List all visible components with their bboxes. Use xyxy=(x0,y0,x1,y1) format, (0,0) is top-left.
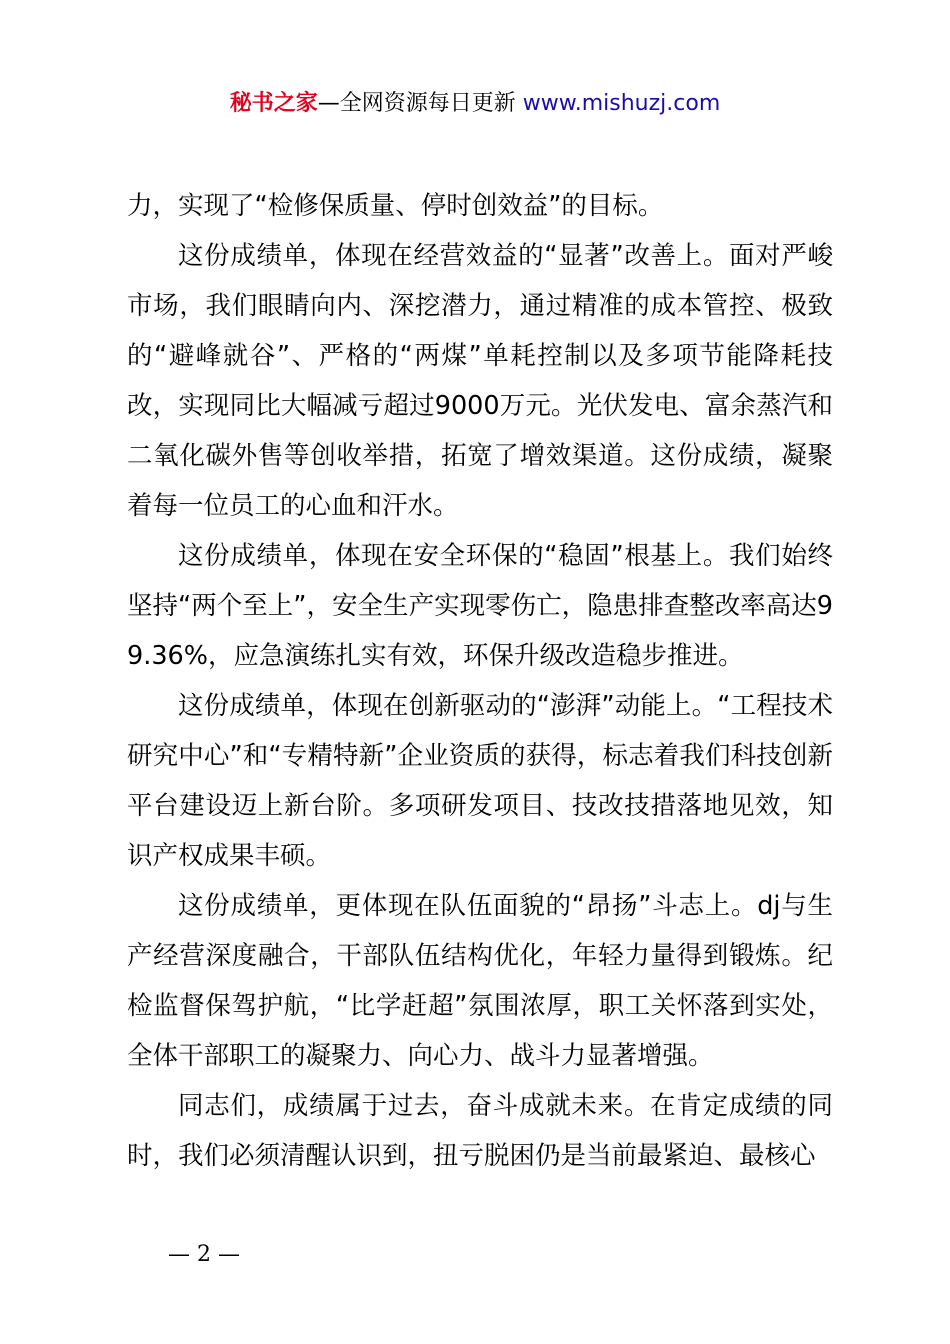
paragraph-economic-benefit: 这份成绩单，体现在经营效益的“显著”改善上。面对严峻市场，我们眼睛向内、深挖潜力，通过精准的成本管控、极致的“避峰就谷”、严格的“两煤”单耗控制以及多项节能降耗技改，实现同比大幅减亏超过9000万元。光伏发电、富余蒸汽和二氧化碳外售等创收举措，拓宽了增效渠道。这份成绩，凝聚着每一位员工的心血和汗水。 xyxy=(127,241,833,521)
paragraph-safety-environment: 这份成绩单，体现在安全环保的“稳固”根基上。我们始终坚持“两个至上”，安全生产实现零伤亡，隐患排查整改率高达99.36%，应急演练扎实有效，环保升级改造稳步推进。 xyxy=(127,541,833,671)
site-url-link[interactable]: www.mishuzj.com xyxy=(522,91,721,116)
paragraph-continuation: 力，实现了“检修保质量、停时创效益”的目标。 xyxy=(127,191,664,221)
page-number: — 2 — xyxy=(168,1242,240,1267)
paragraph-innovation: 这份成绩单，体现在创新驱动的“澎湃”动能上。“工程技术研究中心”和“专精特新”企业资质的获得，标志着我们科技创新平台建设迈上新台阶。多项研发项目、技改技措落地见效，知识产权成果丰硕。 xyxy=(127,691,833,871)
document-body xyxy=(127,181,833,1181)
site-brand: 秘书之家 xyxy=(229,91,318,116)
paragraph-outlook: 同志们，成绩属于过去，奋斗成就未来。在肯定成绩的同时，我们必须清醒认识到，扭亏脱困仍是当前最紧迫、最核心 xyxy=(127,1091,833,1171)
site-header xyxy=(0,88,950,120)
site-tagline: —全网资源每日更新 xyxy=(317,91,523,116)
paragraph-team-morale: 这份成绩单，更体现在队伍面貌的“昂扬”斗志上。dj与生产经营深度融合，干部队伍结构优化，年轻力量得到锻炼。纪检监督保驾护航，“比学赶超”氛围浓厚，职工关怀落到实处，全体干部职工的凝聚力、向心力、战斗力显著增强。 xyxy=(127,891,833,1071)
